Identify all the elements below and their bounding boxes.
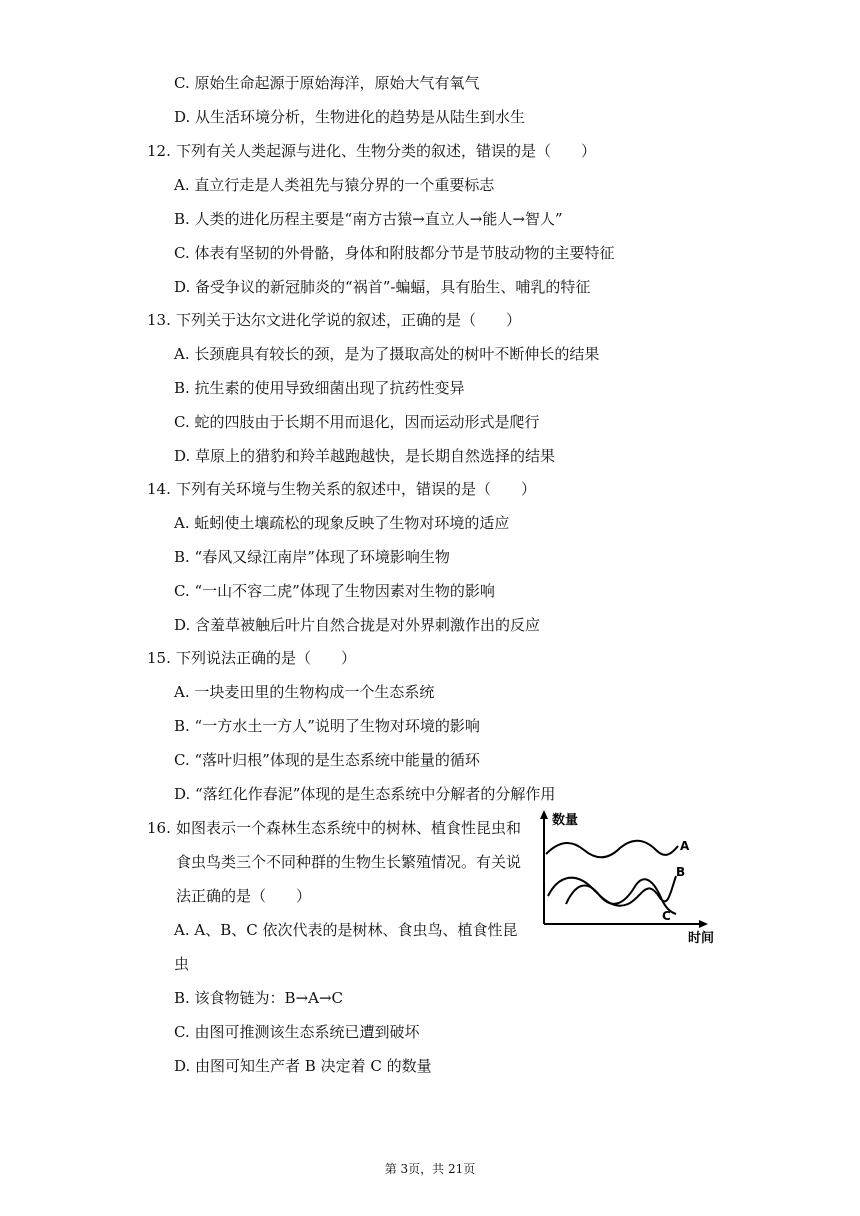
question-16-option-a: A. A、B、C 依次代表的是树林、食虫鸟、植食性昆	[174, 921, 518, 939]
question-14-stem: 下列有关环境与生物关系的叙述中，错误的是（ ）	[176, 480, 537, 498]
question-13-number: 13.	[147, 311, 171, 329]
question-16-option-d: D. 由图可知生产者 B 决定着 C 的数量	[174, 1057, 432, 1075]
question-13-option-d: D. 草原上的猎豹和羚羊越跑越快，是长期自然选择的结果	[174, 447, 556, 465]
question-12-option-d: D. 备受争议的新冠肺炎的“祸首”-蝙蝠，具有胎生、哺乳的特征	[174, 278, 591, 296]
question-12-option-b: B. 人类的进化历程主要是“南方古猿→直立人→能人→智人”	[174, 210, 563, 228]
question-13-stem: 下列关于达尔文进化学说的叙述，正确的是（ ）	[176, 311, 522, 329]
y-axis-label: 数量	[552, 813, 579, 828]
curve-a	[546, 841, 678, 858]
question-13-option-c: C. 蛇的四肢由于长期不用而退化，因而运动形式是爬行	[174, 413, 540, 431]
y-axis-arrow	[540, 810, 548, 819]
curve-a-label: A	[680, 839, 690, 853]
question-13-option-a: A. 长颈鹿具有较长的颈，是为了摄取高处的树叶不断伸长的结果	[174, 345, 600, 363]
question-15-option-c: C. “落叶归根”体现的是生态系统中能量的循环	[174, 751, 480, 769]
option-prev-d: D. 从生活环境分析，生物进化的趋势是从陆生到水生	[174, 108, 526, 126]
page-footer: 第 3页，共 21页	[384, 1162, 476, 1176]
question-14-option-d: D. 含羞草被触后叶片自然合拢是对外界刺激作出的反应	[174, 616, 541, 634]
question-16-stem-line-3: 法正确的是（ ）	[176, 887, 312, 905]
question-16-stem-line-2: 食虫鸟类三个不同种群的生物生长繁殖情况。有关说	[176, 853, 522, 871]
x-axis-arrow	[699, 920, 708, 928]
question-12-option-c: C. 体表有坚韧的外骨骼，身体和附肢都分节是节肢动物的主要特征	[174, 244, 615, 262]
question-16-option-b: B. 该食物链为：B→A→C	[174, 989, 344, 1007]
question-16-option-c: C. 由图可推测该生态系统已遭到破坏	[174, 1023, 420, 1041]
question-15-number: 15.	[147, 649, 171, 667]
curve-b-label: B	[676, 865, 686, 879]
question-14-option-b: B. “春风又绿江南岸”体现了环境影响生物	[174, 548, 450, 566]
question-14-option-c: C. “一山不容二虎”体现了生物因素对生物的影响	[174, 582, 495, 600]
question-16-number: 16.	[147, 819, 171, 837]
curve-c	[566, 879, 676, 914]
question-15-option-d: D. “落红化作春泥”体现的是生态系统中分解者的分解作用	[174, 785, 556, 803]
population-curve-figure	[530, 804, 730, 954]
curve-c-label: C	[662, 909, 671, 923]
question-12-number: 12.	[147, 142, 171, 160]
question-16-stem-line-1: 如图表示一个森林生态系统中的树林、植食性昆虫和	[176, 819, 522, 837]
question-15-option-a: A. 一块麦田里的生物构成一个生态系统	[174, 683, 435, 701]
question-12-stem: 下列有关人类起源与进化、生物分类的叙述，错误的是（ ）	[176, 142, 597, 160]
question-15-option-b: B. “一方水土一方人”说明了生物对环境的影响	[174, 717, 480, 735]
question-13-option-b: B. 抗生素的使用导致细菌出现了抗药性变异	[174, 379, 465, 397]
question-15-stem: 下列说法正确的是（ ）	[176, 649, 357, 667]
question-12-option-a: A. 直立行走是人类祖先与猿分界的一个重要标志	[174, 176, 495, 194]
question-14-number: 14.	[147, 480, 171, 498]
question-14-option-a: A. 蚯蚓使土壤疏松的现象反映了生物对环境的适应	[174, 514, 510, 532]
population-curve-svg	[530, 804, 730, 954]
option-prev-c: C. 原始生命起源于原始海洋，原始大气有氧气	[174, 74, 480, 92]
x-axis-label: 时间	[688, 931, 715, 946]
question-16-option-a-continued: 虫	[174, 955, 190, 973]
